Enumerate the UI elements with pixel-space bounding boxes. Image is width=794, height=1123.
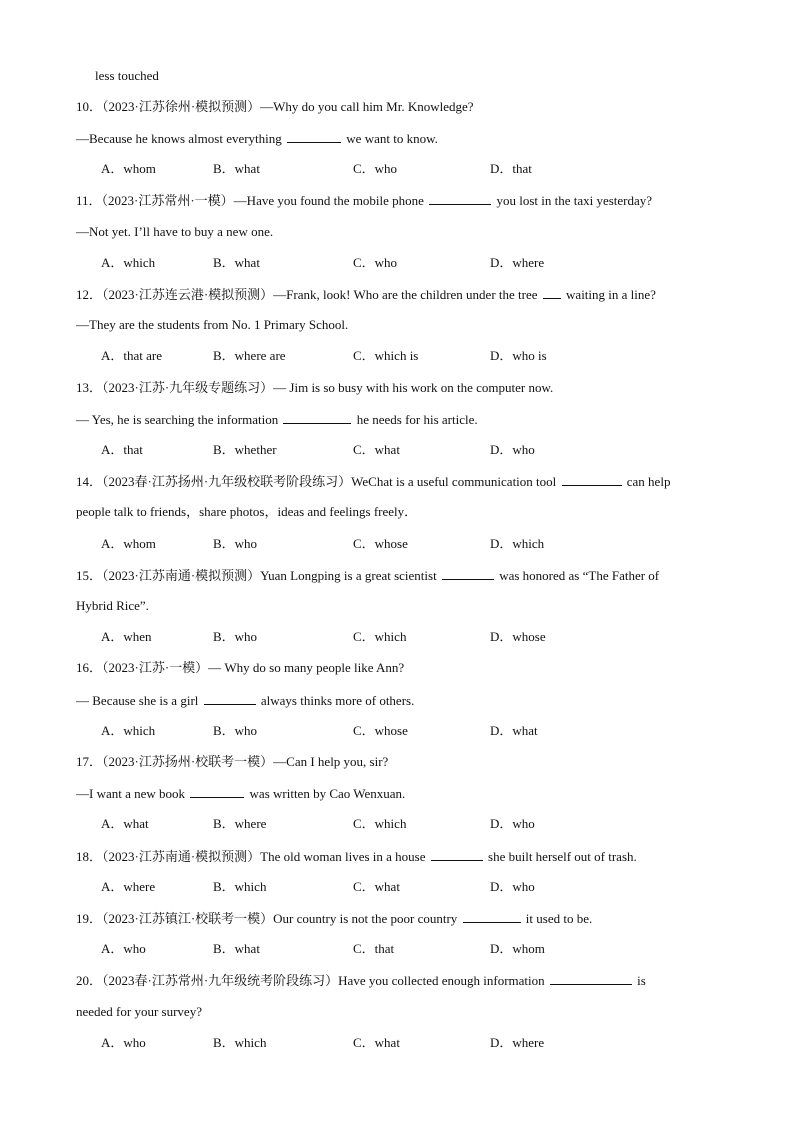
option-c[interactable]: C．who [353, 161, 398, 176]
question-13-options [0, 442, 794, 458]
option-c[interactable]: C．what [353, 879, 400, 894]
option-c[interactable]: C．that [353, 941, 395, 956]
answer-blank [543, 286, 561, 299]
question-20-stem: 20．（2023春·江苏常州·九年级统考阶段练习）Have you collected enough information is [76, 973, 646, 988]
option-d[interactable]: D．who [490, 442, 535, 457]
option-b[interactable]: B．who [213, 536, 258, 551]
question-11-options [0, 255, 794, 271]
option-a[interactable]: A．that are [101, 348, 163, 363]
option-b[interactable]: B．whether [213, 442, 277, 457]
option-d[interactable]: D．that [490, 161, 532, 176]
option-b[interactable]: B．what [213, 941, 260, 956]
question-17-line2: —I want a new book was written by Cao Wenxuan. [76, 786, 406, 801]
option-c[interactable]: C．which [353, 629, 407, 644]
option-c[interactable]: C．which [353, 816, 407, 831]
answer-blank [287, 130, 341, 143]
question-13-stem: 13．（2023·江苏·九年级专题练习）— Jim is so busy with his work on the computer now. [76, 380, 554, 395]
answer-blank [431, 848, 483, 861]
option-d[interactable]: D．whose [490, 629, 546, 644]
option-d[interactable]: D．whom [490, 941, 545, 956]
lead-text: less touched [95, 68, 159, 83]
question-20-options [0, 1035, 794, 1051]
question-14-options [0, 536, 794, 552]
question-19-stem: 19．（2023·江苏镇江·校联考一模）Our country is not the poor country it used to be. [76, 911, 593, 926]
option-b[interactable]: B．where [213, 816, 267, 831]
answer-blank [550, 972, 632, 985]
answer-blank [429, 192, 491, 205]
option-b[interactable]: B．which [213, 1035, 267, 1050]
option-a[interactable]: A．that [101, 442, 143, 457]
option-a[interactable]: A．which [101, 723, 156, 738]
option-b[interactable]: B．where are [213, 348, 286, 363]
answer-blank [204, 692, 256, 705]
option-a[interactable]: A．whom [101, 161, 156, 176]
option-b[interactable]: B．who [213, 629, 258, 644]
question-18-options [0, 879, 794, 895]
option-a[interactable]: A．where [101, 879, 156, 894]
option-a[interactable]: A．whom [101, 536, 156, 551]
question-18-stem: 18．（2023·江苏南通·模拟预测）The old woman lives in a house she built herself out of trash. [76, 849, 637, 864]
question-13-line2: — Yes, he is searching the information he needs for his article. [76, 412, 478, 427]
answer-blank [562, 473, 622, 486]
option-b[interactable]: B．what [213, 255, 260, 270]
option-d[interactable]: D．who is [490, 348, 547, 363]
answer-blank [442, 567, 494, 580]
option-d[interactable]: D．where [490, 1035, 545, 1050]
option-a[interactable]: A．which [101, 255, 156, 270]
option-b[interactable]: B．what [213, 161, 260, 176]
question-16-line2: — Because she is a girl always thinks more of others. [76, 693, 415, 708]
option-c[interactable]: C．what [353, 442, 400, 457]
question-11-line2: —Not yet. I’ll have to buy a new one. [76, 224, 274, 239]
option-b[interactable]: B．which [213, 879, 267, 894]
question-15-stem: 15．（2023·江苏南通·模拟预测）Yuan Longping is a great scientist was honored as “The Father of [76, 568, 660, 583]
option-d[interactable]: D．who [490, 879, 535, 894]
question-10-stem: 10．（2023·江苏徐州·模拟预测）—Why do you call him Mr. Knowledge? [76, 99, 474, 114]
option-c[interactable]: C．which is [353, 348, 419, 363]
option-d[interactable]: D．what [490, 723, 538, 738]
question-20-line2: needed for your survey? [76, 1004, 202, 1019]
question-12-stem: 12．（2023·江苏连云港·模拟预测）—Frank, look! Who are the children under the tree waiting in a line? [76, 287, 656, 302]
question-16-stem: 16．（2023·江苏·一模）— Why do so many people like Ann? [76, 660, 405, 675]
option-b[interactable]: B．who [213, 723, 258, 738]
option-d[interactable]: D．where [490, 255, 545, 270]
question-14-stem: 14．（2023春·江苏扬州·九年级校联考阶段练习）WeChat is a useful communication tool can help [76, 474, 671, 489]
question-17-options [0, 816, 794, 832]
question-10-options [0, 161, 794, 177]
option-a[interactable]: A．who [101, 941, 146, 956]
option-c[interactable]: C．who [353, 255, 398, 270]
option-c[interactable]: C．what [353, 1035, 400, 1050]
option-c[interactable]: C．whose [353, 536, 408, 551]
question-11-stem: 11．（2023·江苏常州·一模）—Have you found the mobile phone you lost in the taxi yesterday? [76, 193, 653, 208]
option-d[interactable]: D．who [490, 816, 535, 831]
question-12-options [0, 348, 794, 364]
question-10-line2: —Because he knows almost everything we want to know. [76, 131, 438, 146]
option-a[interactable]: A．who [101, 1035, 146, 1050]
option-a[interactable]: A．what [101, 816, 149, 831]
question-14-line2: people talk to friends，share photos，ideas and feelings freely． [76, 504, 418, 519]
question-12-line2: —They are the students from No. 1 Primary School. [76, 317, 349, 332]
option-c[interactable]: C．whose [353, 723, 408, 738]
question-15-options [0, 629, 794, 645]
answer-blank [190, 785, 244, 798]
question-15-line2: Hybrid Rice”. [76, 598, 149, 613]
question-17-stem: 17．（2023·江苏扬州·校联考一模）—Can I help you, sir? [76, 754, 389, 769]
question-16-options [0, 723, 794, 739]
answer-blank [463, 910, 521, 923]
question-19-options [0, 941, 794, 957]
option-d[interactable]: D．which [490, 536, 545, 551]
option-a[interactable]: A．when [101, 629, 152, 644]
answer-blank [283, 411, 351, 424]
